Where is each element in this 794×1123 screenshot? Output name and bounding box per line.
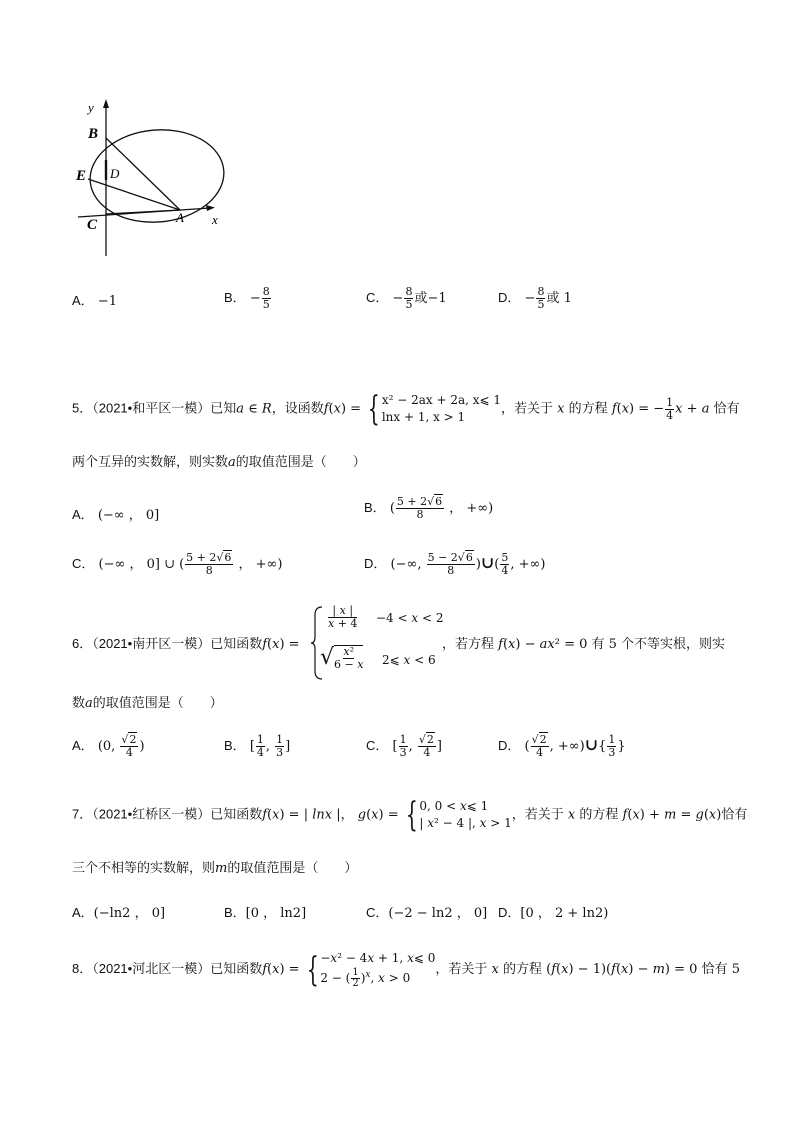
q4-options (72, 286, 752, 316)
q5-option-c[interactable]: C． (−∞ ， 0] ∪ ( $\frac{5 + 2√6}{8}$ ， +∞) (72, 551, 283, 577)
q5-option-b[interactable]: B． ( $\frac{5 + 2√6}{8}$ ， +∞) (364, 495, 494, 521)
question-5-line2: 两个互异的实数解，则实数a的取值范围是（ ） (72, 455, 366, 470)
q5-option-b-text: ( $\frac{5 + 2√6}{8}$ ， +∞) (389, 495, 494, 521)
q6-option-c-text: [ $\frac{1}{3}$ , $\frac{√2}{4}$ ] (392, 733, 442, 759)
question-6-line2: 数a的取值范围是（ ） (72, 696, 223, 711)
circle-figure (70, 96, 240, 261)
q5-option-a[interactable]: A． (−∞ ， 0] (72, 507, 160, 523)
label-x: x (212, 212, 218, 227)
label-C: C (87, 217, 98, 233)
question-8: 8．（2021•河北区一模）已知函数f(x) = { −x² − 4x + 1, x⩽ 0 2 − ( $\frac{1}{2}$ )$^x$, x > 0 ，若关于 x 的方程 (f(x) − 1)(f(x) − m) = 0 恰有 5 (72, 949, 740, 990)
q4-option-c-text: − $\frac{8}{5}$ 或−1 (392, 285, 447, 311)
label-D: D (110, 166, 120, 181)
q4-option-b[interactable]: B． − $\frac{8}{5}$ (224, 285, 270, 311)
label-B: B (88, 126, 99, 142)
q4-option-d[interactable]: D． − $\frac{8}{5}$ 或 1 (498, 285, 572, 311)
question-7-line2: 三个不相等的实数解，则m的取值范围是（ ） (72, 861, 358, 876)
q4-option-d-text: − $\frac{8}{5}$ 或 1 (524, 285, 572, 311)
question-5: 5．（2021•和平区一模）已知a ∈ R，设函数f(x) = { x² − 2ax + 2a, x⩽ 1 lnx + 1, x > 1 ，若关于 x 的方程 f(x) = − $\frac{1}{4}$ x + a 恰有 (72, 389, 740, 429)
q6-option-a[interactable]: A． (0, $\frac{√2}{4}$ ) (72, 733, 145, 759)
q6-option-a-text: (0, $\frac{√2}{4}$ ) (97, 733, 145, 759)
q6-options (72, 734, 752, 770)
q6-option-d[interactable]: D． ( $\frac{√2}{4}$ , +∞)∪{ $\frac{1}{3}$ } (498, 733, 626, 759)
q7-option-c[interactable]: C．(−2 − ln2 ， 0] (366, 905, 488, 921)
q6-option-d-text: ( $\frac{√2}{4}$ , +∞)∪{ $\frac{1}{3}$ } (524, 733, 626, 759)
label-E: E (76, 168, 87, 184)
q6-option-b[interactable]: B． [ $\frac{1}{4}$ , $\frac{1}{3}$ ] (224, 733, 291, 759)
q4-option-c[interactable]: C． − $\frac{8}{5}$ 或−1 (366, 285, 447, 311)
question-7: 7．（2021•红桥区一模）已知函数f(x) = | lnx |， g(x) = { 0, 0 < x⩽ 1 | x² − 4 |, x > 1 ，若关于 x 的方程 f(x) + m = g(x)恰有 (72, 795, 748, 835)
q5-option-c-text: (−∞ ， 0] ∪ ( $\frac{5 + 2√6}{8}$ ， +∞) (98, 551, 283, 577)
q6-option-c[interactable]: C． [ $\frac{1}{3}$ , $\frac{√2}{4}$ ] (366, 733, 442, 759)
q6-option-b-text: [ $\frac{1}{4}$ , $\frac{1}{3}$ ] (249, 733, 291, 759)
q7-option-b[interactable]: B．[0 ， ln2] (224, 905, 307, 921)
q5-options (72, 496, 752, 586)
q5-option-d[interactable]: D． (−∞, $\frac{5 - 2√6}{8}$ )∪( $\frac{5}{4}$ , +∞) (364, 551, 546, 577)
q7-options (72, 902, 752, 924)
q7-option-a[interactable]: A．(−ln2 ， 0] (72, 905, 166, 921)
q7-option-d[interactable]: D．[0 ， 2 + ln2) (498, 905, 609, 921)
q5-option-d-text: (−∞, $\frac{5 - 2√6}{8}$ )∪( $\frac{5}{4}$ , +∞) (390, 551, 546, 577)
label-y: y (88, 100, 94, 115)
q4-option-b-text: − $\frac{8}{5}$ (249, 285, 270, 311)
q4-option-a-text: −1 (97, 294, 117, 309)
q4-option-a[interactable]: A． −1 (72, 293, 117, 309)
label-A: A (176, 210, 184, 225)
